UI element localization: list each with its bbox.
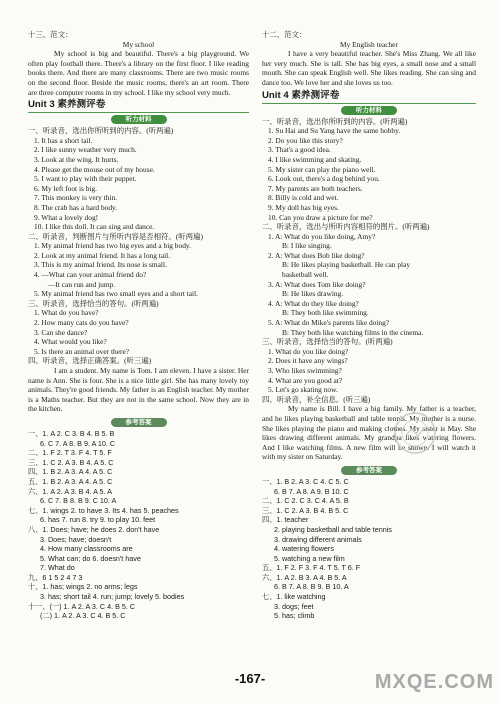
list-item: 2. Does it have any wings? — [268, 356, 348, 366]
listening-banner: 听力材料 — [111, 115, 167, 124]
list-item: B: I like singing. — [282, 241, 332, 251]
answer-line: 一、1. B 2. A 3. C 4. C 5. C — [262, 476, 349, 486]
answer-line: 六、1. A 2. B 3. A 4. B 5. A — [262, 572, 347, 582]
essay-heading: 十二、范文： — [262, 30, 307, 39]
list-item: B: He likes drawing. — [282, 289, 344, 299]
list-item: 3. This is my animal friend. Its nose is small. — [34, 260, 167, 270]
list-item: 5. I want to play with their puppet. — [34, 174, 137, 184]
answer-line: 十一、(一) 1. A 2. A 3. C 4. B 5. C — [28, 601, 136, 611]
answer-line: 二、1. C 2. C 3. C 4. A 5. B — [262, 496, 349, 506]
passage-paragraph: My name is Bill. I have a big family. My father is a teacher, and he likes playing basketball and table tennis. My mother is a nurse. She likes playing the piano and making clothes. My sister is May. She likes drawing different animals. My grandpa likes watering flowers. And I like watching films. A new film will be shown. I will watch it with my sister on Saturday. — [262, 404, 476, 462]
list-item: 2. Do you like this story? — [268, 135, 343, 145]
list-item: 1. It has a short tail. — [34, 135, 93, 145]
list-item: B: They both like watching films in the cinema. — [282, 327, 424, 337]
answer-line: 5. watching a new film — [274, 553, 345, 563]
essay-heading: 十三、范文： — [28, 30, 73, 39]
answer-line: 2. playing basketball and table tennis — [274, 524, 392, 534]
answer-line: 四、1. teacher — [262, 515, 309, 525]
list-item: 8. Billy is cold and wet. — [268, 193, 339, 203]
section-heading: 四、听录音，补全信息。(听三遍) — [262, 394, 371, 404]
answer-line: 五、1. F 2. F 3. F 4. T 5. T 6. F — [262, 563, 361, 573]
section-heading: 三、听录音，选择恰当的答句。(听两遍) — [28, 298, 159, 308]
list-item: 1. A: What do you like doing, Amy? — [268, 231, 376, 241]
answer-line: 6. C 7. A 8. B 9. A 10. C — [40, 438, 116, 448]
list-item: 7. My parents are both teachers. — [268, 183, 363, 193]
answer-line: 3. dogs; feet — [274, 601, 314, 611]
section-heading: 一、听录音，选出你所听到的内容。(听两遍) — [262, 116, 408, 126]
unit-title: Unit 4 素养测评卷 — [262, 90, 476, 102]
list-item: 4. What are you good at? — [268, 375, 343, 385]
answer-line: 十、1. has; wings 2. no arms; legs — [28, 582, 138, 592]
list-item: 2. Look at my animal friend. It has a long tail. — [34, 250, 171, 260]
list-item: 3. That's a good idea. — [268, 145, 331, 155]
answer-line: 6. has 7. run 8. try 9. to play 10. feet — [40, 515, 156, 525]
list-item: 9. What a lovely dog! — [34, 212, 99, 222]
essay-title: My school — [122, 39, 155, 49]
answer-line: 6. C 7. B 8. B 9. C 10. A — [40, 496, 117, 506]
list-item: 3. Who likes swimming? — [268, 366, 342, 375]
answer-line: 八、1. Does; have; he does 2. don't have — [28, 524, 160, 534]
answer-line: 三、1. C 2. A 3. B 4. A 5. C — [28, 457, 114, 467]
essay-title: My English teacher — [340, 39, 398, 49]
answer-line: 五、1. B 2. A 3. A 4. A 5. C — [28, 476, 113, 486]
section-heading: 三、听录音，选择恰当的答句。(听两遍) — [262, 337, 393, 347]
list-item: 8. The crab has a hard body. — [34, 202, 118, 212]
answer-line: 6. B 7. A 8. A 9. B 10. C — [274, 486, 349, 496]
list-item: 5. Let's go skating now. — [268, 385, 338, 395]
answer-line: 4. How many classrooms are — [40, 544, 133, 554]
list-item: 1. What do you have? — [34, 308, 99, 318]
answer-line: 3. has; short tail 4. run; jump; lovely 5. bodies — [40, 592, 185, 602]
section-heading: 一、听录音，选出你所听到的内容。(听两遍) — [28, 126, 174, 136]
left-column — [28, 30, 249, 621]
list-item: 4. I like swimming and skating. — [268, 154, 362, 164]
essay-paragraph: I have a very beautiful teacher. She's Miss Zhang. We all like her very much. She is tall. She has big eyes, a small nose and a small mouth. She can speak English well. She likes reading. She can sing and dance too. We love her and she loves us too. — [262, 49, 477, 87]
list-item: basketball well. — [282, 270, 329, 280]
answer-line: 5. What can; do 6. doesn't have — [40, 553, 141, 563]
answer-line: 5. has; climb — [274, 611, 315, 621]
answer-key-banner: 参考答案 — [341, 466, 397, 475]
list-item: 6. Look out, there's a dog behind you. — [268, 174, 380, 184]
list-item: 2. A: What does Bob like doing? — [268, 250, 365, 260]
list-item: 3. Can she dance? — [34, 327, 88, 337]
list-item: 10. I like this doll. It can sing and dance. — [34, 222, 155, 232]
list-item: 2. How many cats do you have? — [34, 318, 129, 328]
list-item: 10. Can you draw a picture for me? — [268, 212, 373, 222]
list-item: —It can run and jump. — [48, 279, 116, 289]
list-item: 6. My left foot is big. — [34, 183, 98, 193]
answer-line: 一、1. A 2. C 3. B 4. B 5. B — [28, 428, 115, 438]
watermark: MXQE.COM — [374, 671, 494, 693]
list-item: 1. My animal friend has two big eyes and a big body. — [34, 241, 191, 251]
section-heading: 二、听录音，判断图片与所听内容是否相符。(听两遍) — [28, 231, 203, 241]
answer-line: 3. Does; have; doesn't — [40, 534, 112, 544]
answer-line: 3. drawing different animals — [274, 534, 362, 544]
answer-line: 7. What do — [40, 563, 75, 573]
right-column — [262, 30, 476, 621]
list-item: 4. What would you like? — [34, 337, 107, 347]
passage-paragraph: I am a student. My name is Tom. I am eleven. I have a sister. Her name is Ann. She is four. She is a nice little girl. She has many lovely toy animals. They're good friends. My father is an English teacher. My mother is a Maths teacher. But they are not in the same school. Now they are in the kitchen. — [28, 366, 249, 414]
answer-line: 四、1. B 2. A 3. A 4. A 5. C — [28, 467, 113, 477]
listening-banner: 听力材料 — [341, 106, 397, 115]
answer-line: 七、1. wings 2. to have 3. Its 4. has 5. peaches — [28, 505, 179, 515]
unit-title: Unit 3 素养测评卷 — [28, 99, 249, 111]
list-item: 5. Is there an animal over there? — [34, 346, 130, 356]
list-item: B: They both like swimming. — [282, 308, 369, 318]
list-item: 5. A: What do Mike's parents like doing? — [268, 318, 390, 328]
answer-key-banner: 参考答案 — [111, 418, 167, 427]
section-heading: 二、听录音，选出与所听内容相符的图片。(听两遍) — [262, 222, 430, 232]
page-number: -167- — [234, 671, 266, 686]
answer-line: 三、1. C 2. A 3. B 4. B 5. C — [262, 505, 349, 515]
section-heading: 四、听录音，选择正确答案。(听三遍) — [28, 356, 152, 366]
list-item: 1. Su Hai and Su Yang have the same hobby. — [268, 126, 401, 136]
list-item: B: He likes playing basketball. He can play — [282, 260, 411, 270]
list-item: 7. This monkey is very thin. — [34, 193, 118, 203]
list-item: 4. —What can your animal friend do? — [34, 270, 147, 280]
answer-line: 六、1. A 2. A 3. B 4. A 5. A — [28, 486, 112, 496]
list-item: 5. My sister can play the piano well. — [268, 164, 376, 174]
essay-paragraph: My school is big and beautiful. There's a big playground. We often play football there. There's a library on the first floor. I like reading books there. And there are many classrooms. There are two music rooms on the second floor. Beside the music rooms, there's an art room. There are three computer rooms in my school. I like my school very much. — [28, 49, 249, 97]
answer-line: (二) 1. A 2. A 3. C 4. B 5. C — [40, 611, 126, 621]
list-item: 4. A: What do they like doing? — [268, 298, 359, 308]
answer-line: 九、6 1 5 2 4 7 3 — [28, 572, 83, 582]
list-item: 1. What do you like doing? — [268, 346, 349, 356]
list-item: 2. I like sunny weather very much. — [34, 145, 137, 155]
answer-line: 4. watering flowers — [274, 544, 334, 554]
list-item: 5. My animal friend has two small eyes and a short tail. — [34, 289, 198, 299]
list-item: 9. My doll has big eyes. — [268, 202, 339, 212]
list-item: 3. A: What does Tom like doing? — [268, 279, 366, 289]
list-item: 4. Please get the mouse out of my house. — [34, 164, 155, 174]
answer-line: 二、1. F 2. T 3. F 4. T 5. F — [28, 448, 112, 458]
answer-line: 七、1. like watching — [262, 592, 326, 602]
list-item: 3. Look at the wing. It hurts. — [34, 154, 119, 164]
answer-line: 6. B 7. A 8. B 9. B 10. A — [274, 582, 349, 592]
stamp-mark-icon — [392, 410, 438, 456]
